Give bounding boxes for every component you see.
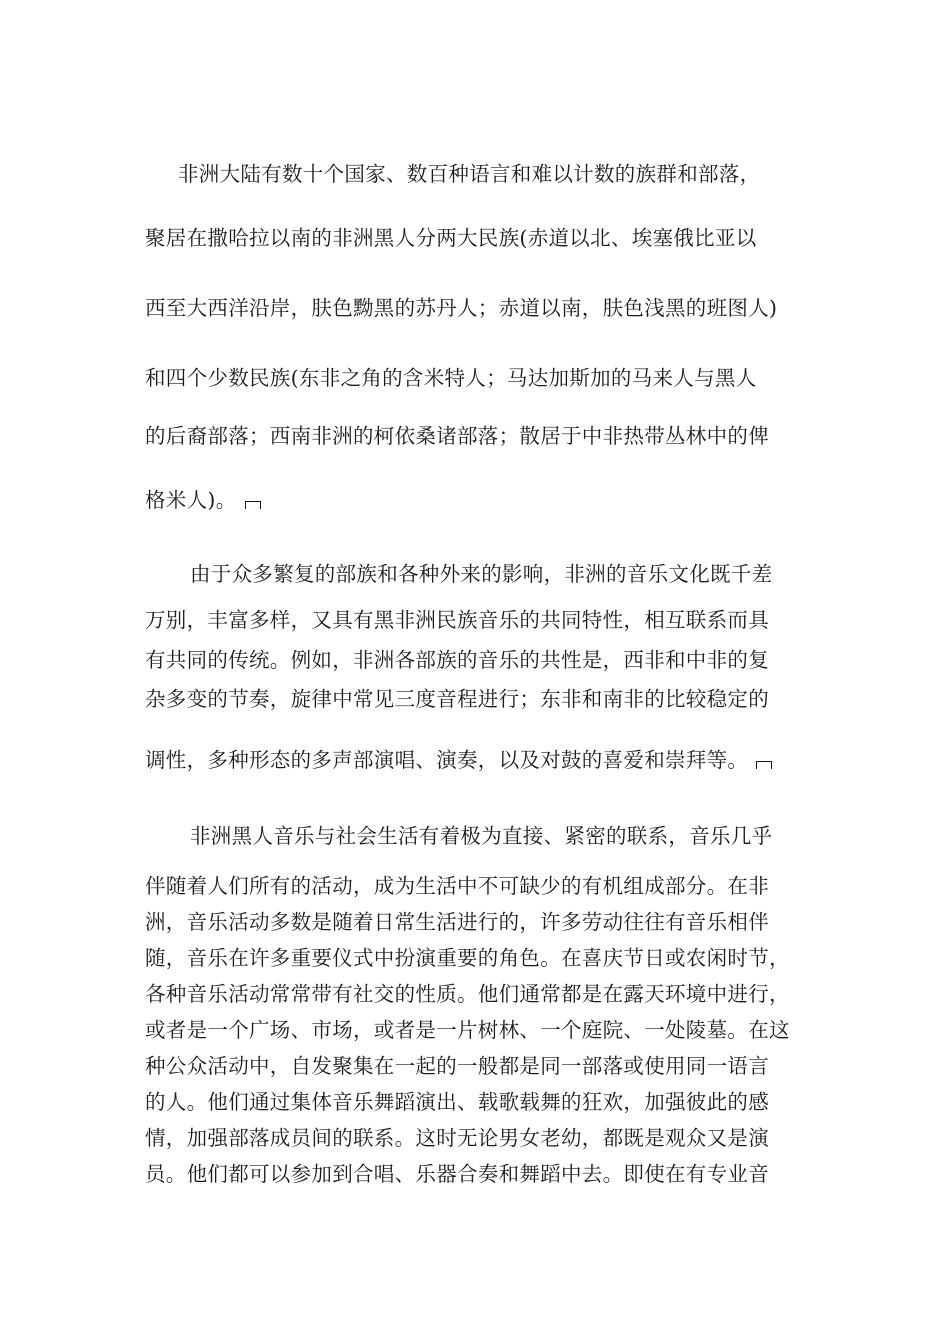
paragraph-mark-icon: [245, 501, 261, 509]
text-line: 非洲大陆有数十个国家、数百种语言和难以计数的族群和部落，: [178, 162, 761, 186]
text-line-last: [145, 746, 772, 774]
text-span: 调性，多种形态的多声部演唱、演奏，以及对鼓的喜爱和崇拜等。: [145, 748, 749, 772]
text-line: 西至大西洋沿岸，肤色黝黑的苏丹人；赤道以南，肤色浅黑的班图人): [145, 296, 778, 320]
text-line: 各种音乐活动常常带有社交的性质。他们通常都是在露天环境中进行，: [145, 982, 790, 1006]
text-line: 的人。他们通过集体音乐舞蹈演出、载歌载舞的狂欢，加强彼此的感: [145, 1090, 769, 1114]
text-line: 或者是一个广场、市场，或者是一片树林、一个庭院、一处陵墓。在这: [145, 1018, 790, 1042]
text-line: 伴随着人们所有的活动，成为生活中不可缺少的有机组成部分。在非: [145, 874, 769, 898]
text-span: 格米人)。: [145, 488, 237, 512]
text-line: 和四个少数民族(东非之角的含米特人；马达加斯加的马来人与黑人: [145, 366, 757, 390]
text-line-last: [145, 486, 261, 514]
text-line: 杂多变的节奏，旋律中常见三度音程进行；东非和南非的比较稳定的: [145, 687, 769, 711]
text-line: 非洲黑人音乐与社会生活有着极为直接、紧密的联系，音乐几乎: [190, 824, 773, 848]
text-line: 随，音乐在许多重要仪式中扮演重要的角色。在喜庆节日或农闲时节，: [145, 946, 790, 970]
text-line: 情，加强部落成员间的联系。这时无论男女老幼，都既是观众又是演: [145, 1126, 769, 1150]
text-line: 员。他们都可以参加到合唱、乐器合奏和舞蹈中去。即使在有专业音: [145, 1162, 769, 1186]
text-line: 万别，丰富多样，又具有黑非洲民族音乐的共同特性，相互联系而具: [145, 608, 769, 632]
text-line: 种公众活动中，自发聚集在一起的一般都是同一部落或使用同一语言: [145, 1054, 769, 1078]
text-line: 由于众多繁复的部族和各种外来的影响，非洲的音乐文化既千差: [190, 562, 773, 586]
text-line: 的后裔部落；西南非洲的柯依桑诸部落；散居于中非热带丛林中的俾: [145, 424, 769, 448]
text-line: 有共同的传统。例如，非洲各部族的音乐的共性是，西非和中非的复: [145, 648, 769, 672]
text-line: 聚居在撒哈拉以南的非洲黑人分两大民族(赤道以北、埃塞俄比亚以: [145, 226, 757, 250]
paragraph-mark-icon: [756, 761, 772, 769]
text-line: 洲，音乐活动多数是随着日常生活进行的，许多劳动往往有音乐相伴: [145, 910, 769, 934]
